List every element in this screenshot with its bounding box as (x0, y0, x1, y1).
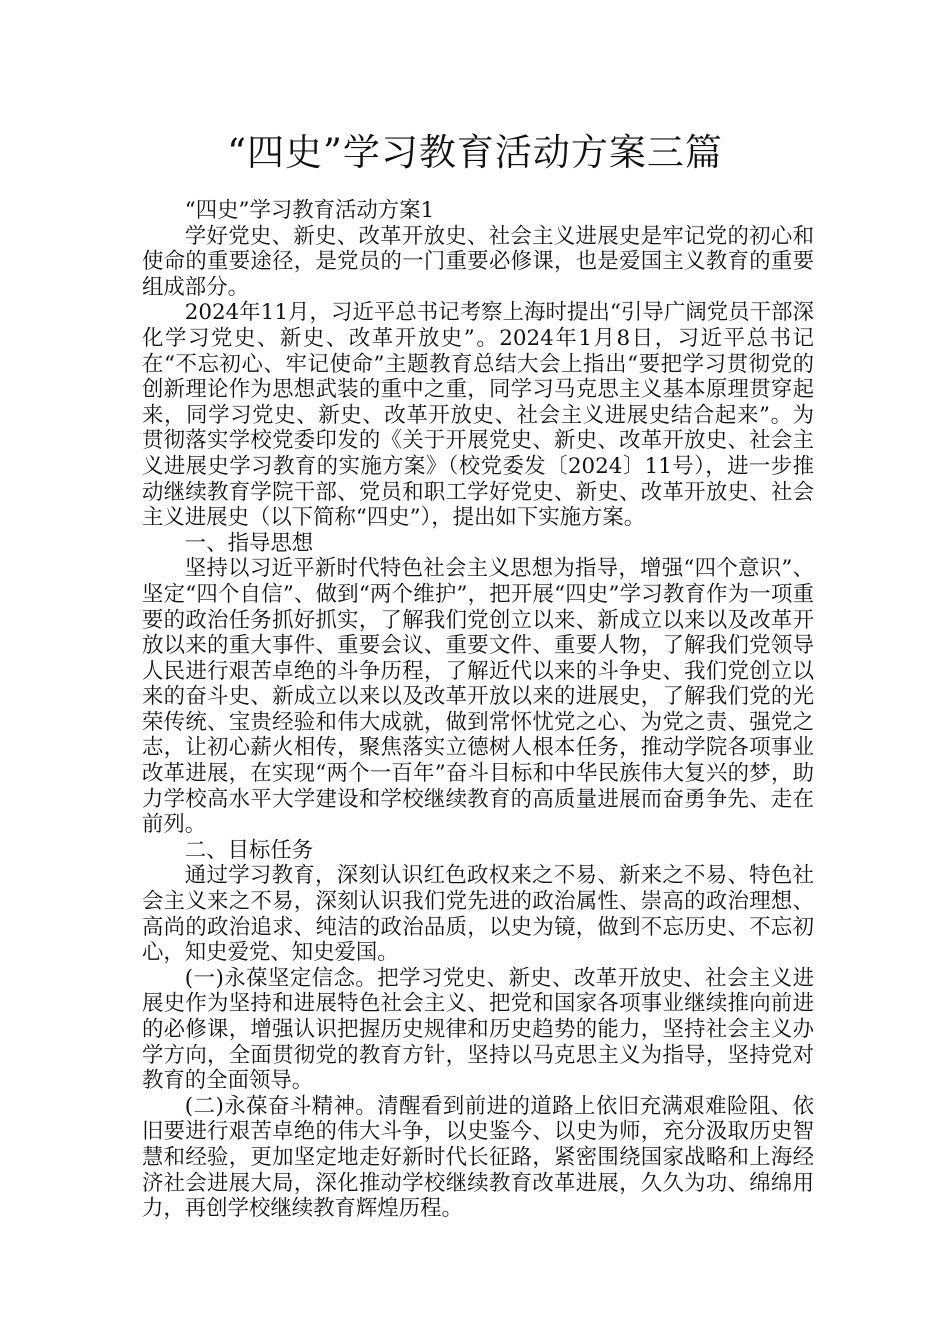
paragraph-guiding-ideology: 坚持以习近平新时代特色社会主义思想为指导，增强“四个意识”、坚定“四个自信”、做到“两个维护”，把开展“四史”学习教育作为一项重要的政治任务抓好抓实，了解我们党创立以来、新成立以来以及改革开放以来的重大事件、重要会议、重要文件、重要人物，了解我们党领导人民进行艰苦卓绝的斗争历程，了解近代以来的斗争史、我们党创立以来的奋斗史、新成立以来以及改革开放以来的进展史，了解我们党的光荣传统、宝贵经验和伟大成就，做到常怀忧党之心、为党之责、强党之志，让初心薪火相传，聚焦落实立德树人根本任务，推动学院各项事业改革进展，在实现“两个一百年”奋斗目标和中华民族伟大复兴的梦，助力学校高水平大学建设和学校继续教育的高质量进展而奋勇争先、走在前列。 (142, 556, 814, 838)
paragraph-intro: 学好党史、新史、改革开放史、社会主义进展史是牢记党的初心和使命的重要途径，是党员的一门重要必修课，也是爱国主义教育的重要组成部分。 (142, 223, 814, 300)
paragraph-background: 2024年11月，习近平总书记考察上海时提出“引导广阔党员干部深化学习党史、新史、改革开放史”。2024年1月8日，习近平总书记在“不忘初心、牢记使命”主题教育总结大会上指出“要把学习贯彻党的创新理论作为思想武装的重中之重，同学习马克思主义基本原理贯穿起来，同学习党史、新史、改革开放史、社会主义进展史结合起来”。为贯彻落实学校党委印发的《关于开展党史、新史、改革开放史、社会主义进展史学习教育的实施方案》（校党委发〔2024〕11号），进一步推动继续教育学院干部、党员和职工学好党史、新史、改革开放史、社会主义进展史（以下简称“四史”），提出如下实施方案。 (142, 300, 814, 531)
paragraph-goal-2: (二)永葆奋斗精神。清醒看到前进的道路上依旧充满艰难险阻、依旧要进行艰苦卓绝的伟大斗争，以史鉴今、以史为师，充分汲取历史智慧和经验，更加坚定地走好新时代长征路，紧密围绕国家战略和上海经济社会进展大局，深化推动学校继续教育改革进展，久久为功、绵绵用力，再创学校继续教育辉煌历程。 (142, 1093, 814, 1222)
document-title: “四史”学习教育活动方案三篇 (227, 131, 723, 174)
section-heading-guiding-ideology: 一、指导思想 (184, 530, 314, 556)
document-body (142, 198, 814, 1222)
section-heading-plan-1: “四史”学习教育活动方案1 (184, 198, 435, 223)
paragraph-goals: 通过学习教育，深刻认识红色政权来之不易、新来之不易、特色社会主义来之不易，深刻认识我们党先进的政治属性、崇高的政治理想、高尚的政治追求、纯洁的政治品质，以史为镜，做到不忘历史、不忘初心，知史爱党、知史爱国。 (142, 863, 814, 966)
paragraph-goal-1: (一)永葆坚定信念。把学习党史、新史、改革开放史、社会主义进展史作为坚持和进展特色社会主义、把党和国家各项事业继续推向前进的必修课，增强认识把握历史规律和历史趋势的能力，坚持社会主义办学方向，全面贯彻党的教育方针，坚持以马克思主义为指导，坚持党对教育的全面领导。 (142, 965, 814, 1094)
section-heading-goals: 二、目标任务 (184, 837, 314, 863)
